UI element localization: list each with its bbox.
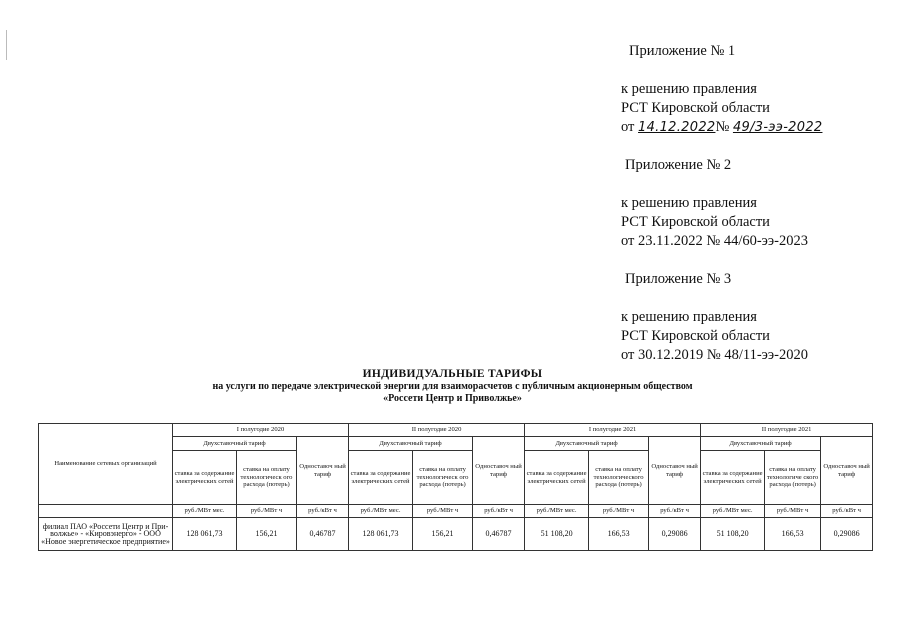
maintenance-rate-header: ставка за содержание электрических сетей: [525, 451, 589, 505]
value-cell: 0,29086: [821, 518, 873, 551]
value-cell: 166,53: [765, 518, 821, 551]
unit-cell: руб./МВт ч: [237, 505, 297, 518]
one-part-tariff-header: Одноставоч ный тариф: [473, 437, 525, 505]
org-name-cell: филиал ПАО «Россети Центр и При- волжье» - «Кировэнерго» - ООО «Новое энергетическое предприятие»: [39, 518, 173, 551]
unit-cell: руб./МВт мес.: [525, 505, 589, 518]
title-line-2: на услуги по передаче электрической энергии для взаиморасчетов с публичным акционерным обществом: [212, 381, 693, 392]
units-row: [39, 505, 873, 518]
unit-cell: руб./кВт ч: [297, 505, 349, 518]
two-part-tariff-header: Двухставочный тариф: [173, 437, 297, 451]
appendix-1-handwritten-date: 14.12.2022: [638, 120, 716, 135]
document-title: [0, 367, 905, 405]
appendix-3-line-2: РСТ Кировской области: [621, 328, 770, 344]
value-cell: 156,21: [237, 518, 297, 551]
period-header: II полугодие 2020: [349, 424, 525, 437]
one-part-tariff-header: Одноставоч ный тариф: [821, 437, 873, 505]
table-row: [39, 518, 873, 551]
appendix-1-block: [621, 42, 901, 137]
maintenance-rate-header: ставка за содержание электрических сетей: [701, 451, 765, 505]
losses-rate-header: ставка на оплату технологическ ого расхода (потерь): [413, 451, 473, 505]
appendix-2-line-3: от 23.11.2022 № 44/60-ээ-2023: [621, 233, 808, 249]
appendix-1-line-3: [621, 118, 901, 137]
maintenance-rate-header: ставка за содержание электрических сетей: [349, 451, 413, 505]
approval-stamps: [621, 42, 901, 384]
appendix-1-title: Приложение № 1: [629, 43, 736, 59]
value-cell: 0,46787: [473, 518, 525, 551]
appendix-1-from: от: [621, 119, 639, 135]
units-empty-cell: [39, 505, 173, 518]
appendix-3-line-3: от 30.12.2019 № 48/11-ээ-2020: [621, 347, 808, 363]
value-cell: 166,53: [589, 518, 649, 551]
losses-rate-header: ставка на оплату технологиче ского расхода (потерь): [765, 451, 821, 505]
value-cell: 128 061,73: [349, 518, 413, 551]
appendix-1-number-prefix: №: [715, 119, 733, 135]
appendix-3-line-1: к решению правления: [621, 309, 757, 325]
unit-cell: руб./МВт ч: [589, 505, 649, 518]
appendix-1-line-1: к решению правления: [621, 81, 757, 97]
one-part-tariff-header: Одноставоч ный тариф: [297, 437, 349, 505]
scan-edge-mark: [6, 30, 7, 60]
appendix-3-block: [621, 270, 901, 365]
losses-rate-header: ставка на оплату технологического расхода (потерь): [589, 451, 649, 505]
unit-cell: руб./МВт мес.: [173, 505, 237, 518]
appendix-1-line-2: РСТ Кировской области: [621, 100, 770, 116]
appendix-2-line-2: РСТ Кировской области: [621, 214, 770, 230]
unit-cell: руб./МВт мес.: [349, 505, 413, 518]
two-part-tariff-header: Двухставочный тариф: [349, 437, 473, 451]
unit-cell: руб./МВт ч: [413, 505, 473, 518]
appendix-2-title: Приложение № 2: [625, 157, 732, 173]
unit-cell: руб./МВт ч: [765, 505, 821, 518]
appendix-2-block: [621, 156, 901, 251]
tariffs-table: [38, 423, 873, 551]
appendix-2-line-1: к решению правления: [621, 195, 757, 211]
period-header: I полугодие 2021: [525, 424, 701, 437]
value-cell: 51 108,20: [701, 518, 765, 551]
value-cell: 0,46787: [297, 518, 349, 551]
unit-cell: руб./кВт ч: [649, 505, 701, 518]
two-part-tariff-header: Двухставочный тариф: [525, 437, 649, 451]
title-line-1: ИНДИВИДУАЛЬНЫЕ ТАРИФЫ: [362, 368, 543, 380]
unit-cell: руб./МВт мес.: [701, 505, 765, 518]
value-cell: 0,29086: [649, 518, 701, 551]
appendix-1-handwritten-number: 49/3-ээ-2022: [732, 120, 823, 135]
value-cell: 128 061,73: [173, 518, 237, 551]
maintenance-rate-header: ставка за содержание электрических сетей: [173, 451, 237, 505]
unit-cell: руб./кВт ч: [821, 505, 873, 518]
appendix-3-title: Приложение № 3: [625, 271, 732, 287]
two-part-tariff-header: Двухставочный тариф: [701, 437, 821, 451]
losses-rate-header: ставка на оплату технологическ ого расхода (потерь): [237, 451, 297, 505]
period-header: II полугодие 2021: [701, 424, 873, 437]
value-cell: 156,21: [413, 518, 473, 551]
one-part-tariff-header: Одноставоч ный тариф: [649, 437, 701, 505]
unit-cell: руб./кВт ч: [473, 505, 525, 518]
value-cell: 51 108,20: [525, 518, 589, 551]
period-header: I полугодие 2020: [173, 424, 349, 437]
title-line-3: «Россети Центр и Приволжье»: [383, 393, 522, 404]
org-header: Наименование сетевых организаций: [39, 424, 173, 505]
period-header-row: [39, 424, 873, 437]
